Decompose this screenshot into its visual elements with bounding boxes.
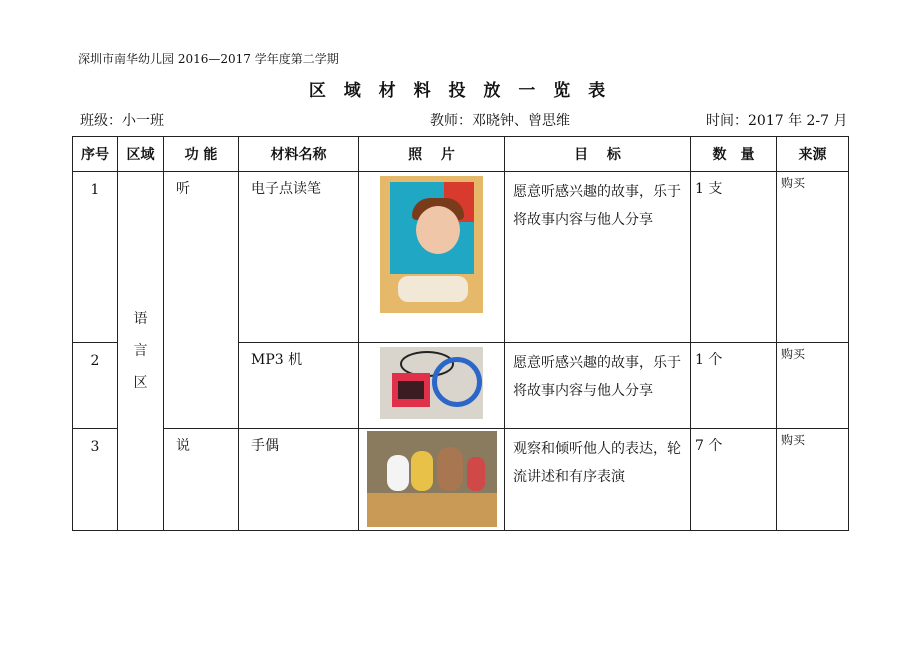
photo-cell (359, 343, 505, 429)
mp3-player-headphones-photo (380, 347, 483, 419)
puppet-shape (437, 447, 463, 491)
puppet-shape (411, 451, 433, 491)
table-row (73, 172, 849, 343)
area-char: 区 (133, 375, 148, 391)
goal-cell: 愿意听感兴趣的故事，乐于将故事内容与他人分享 (505, 172, 691, 343)
goal-cell: 愿意听感兴趣的故事，乐于将故事内容与他人分享 (505, 343, 691, 429)
source-cell: 购买 (777, 172, 849, 343)
class-info: 班级：小一班 (80, 113, 164, 129)
table-surface (367, 493, 497, 527)
row-number: 1 (73, 172, 118, 343)
function-cell: 说 (164, 429, 239, 531)
photo-cell (359, 172, 505, 343)
header-cell: 来源 (777, 137, 849, 172)
row-number: 3 (73, 429, 118, 531)
source-cell: 购买 (777, 429, 849, 531)
source-cell: 购买 (777, 343, 849, 429)
header-cell: 区域 (118, 137, 164, 172)
area-cell (118, 172, 164, 531)
row-number: 2 (73, 343, 118, 429)
reading-pen-book-photo (380, 176, 483, 313)
area-char: 语 (133, 311, 148, 327)
toys-shape (398, 276, 468, 302)
puppet-shape (387, 455, 409, 491)
goal-cell: 观察和倾听他人的表达，轮流讲述和有序表演 (505, 429, 691, 531)
headphones-shape (432, 357, 482, 407)
header-cell: 材料名称 (239, 137, 359, 172)
quantity-cell: 1 支 (691, 172, 777, 343)
mp3-player-shape (392, 373, 430, 407)
header-cell: 目 标 (505, 137, 691, 172)
school-term-label: 深圳市南华幼儿园 2016—2017 学年度第二学期 (78, 52, 339, 66)
quantity-cell: 7 个 (691, 429, 777, 531)
header-cell: 照 片 (359, 137, 505, 172)
puppet-shape (467, 457, 485, 491)
time-info: 时间：2017 年 2-7 月 (706, 113, 848, 129)
teacher-info: 教师：邓晓钟、曾思维 (430, 113, 570, 129)
cartoon-face (416, 206, 460, 254)
table-row (73, 429, 849, 531)
function-cell: 听 (164, 172, 239, 429)
page-title: 区 域 材 料 投 放 一 览 表 (308, 81, 612, 101)
area-char: 言 (133, 343, 148, 359)
photo-cell (359, 429, 505, 531)
hand-puppets-photo (367, 431, 497, 527)
material-name: MP3 机 (239, 343, 359, 429)
materials-table (72, 136, 849, 531)
material-name: 电子点读笔 (239, 172, 359, 343)
header-cell: 数 量 (691, 137, 777, 172)
header-cell: 功 能 (164, 137, 239, 172)
header-cell: 序号 (73, 137, 118, 172)
quantity-cell: 1 个 (691, 343, 777, 429)
table-header-row (73, 137, 849, 172)
material-name: 手偶 (239, 429, 359, 531)
